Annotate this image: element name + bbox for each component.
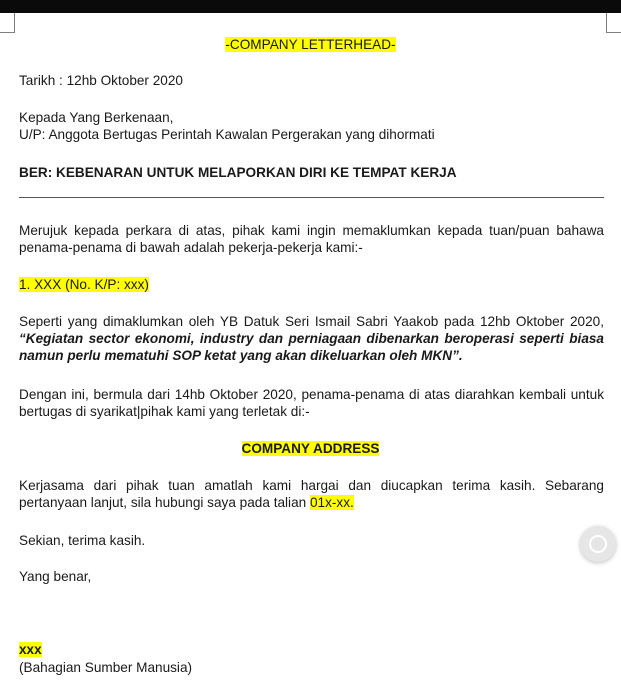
recipient-line-2: U/P: Anggota Bertugas Perintah Kawalan Pergerakan yang dihormati: [19, 127, 435, 142]
paragraph-1-line-2: penama-penama di bawah adalah pekerja-pekerja kami:-: [19, 240, 363, 255]
page-corner-right: [606, 13, 621, 33]
circle-icon[interactable]: [580, 526, 616, 562]
paragraph-4-line-1: Kerjasama dari pihak tuan amatlah kami hargai dan diucapkan terima kasih. Sebarang: [19, 478, 604, 493]
signatory-line: [19, 641, 42, 658]
letterhead: -COMPANY LETTERHEAD-: [225, 37, 396, 52]
paragraph-3-line-1: Dengan ini, bermula dari 14hb Oktober 2020, penama-penama di atas diarahkan kembali untuk: [19, 387, 604, 402]
paragraph-2-line-2: “Kegiatan sector ekonomi, industry dan perniagaan dibenarkan beroperasi seperti biasa: [19, 331, 604, 346]
signatory: xxx: [19, 642, 42, 657]
subject-line: BER: KEBENARAN UNTUK MELAPORKAN DIRI KE TEMPAT KERJA: [19, 165, 457, 180]
phone-number: 01x-xx.: [309, 495, 354, 510]
paragraph-2-line-1: Seperti yang dimaklumkan oleh YB Datuk Seri Ismail Sabri Yaakob pada 12hb Oktober 2020,: [19, 314, 604, 329]
paragraph-3-line-2: bertugas di syarikat|pihak kami yang terletak di:-: [19, 404, 310, 419]
paragraph-4-line-2: [19, 494, 354, 511]
employee-entry: 1. XXX (No. K/P: xxx): [19, 277, 149, 292]
closing-line-1: Sekian, terima kasih.: [19, 533, 146, 548]
employee-line: [19, 276, 149, 293]
department-line: (Bahagian Sumber Manusia): [19, 660, 193, 675]
page-corner-left: [0, 13, 15, 33]
recipient-line-1: Kepada Yang Berkenaan,: [19, 110, 174, 125]
company-address-line: [0, 440, 621, 457]
window-top-bar: [0, 0, 621, 13]
paragraph-1-line-1: Merujuk kepada perkara di atas, pihak kami ingin memaklumkan kepada tuan/puan bahawa: [19, 223, 604, 238]
company-address: COMPANY ADDRESS: [241, 441, 380, 456]
closing-line-2: Yang benar,: [19, 569, 92, 584]
horizontal-divider: [19, 197, 604, 198]
letterhead-line: [0, 36, 621, 53]
paragraph-2-line-3-text: namun perlu mematuhi SOP ketat yang akan dikeluarkan oleh MKN”.: [19, 348, 463, 363]
paragraph-4-line-2-text: pertanyaan lanjut, sila hubungi saya pada talian: [19, 495, 310, 510]
letter-date: Tarikh : 12hb Oktober 2020: [19, 73, 183, 88]
paragraph-2-line-3: [19, 347, 463, 364]
